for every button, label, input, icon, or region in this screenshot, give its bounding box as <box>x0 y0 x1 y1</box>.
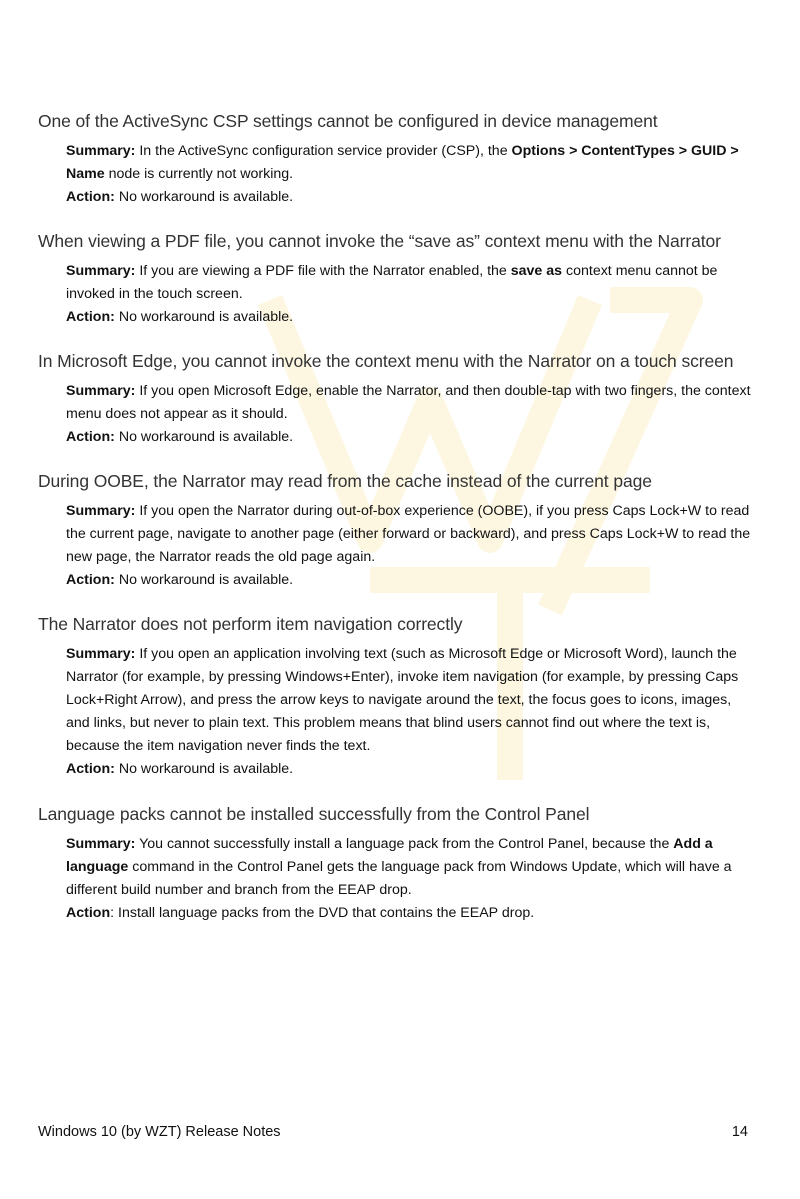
issue-title: When viewing a PDF file, you cannot invoke the “save as” context menu with the Narrator <box>38 231 721 251</box>
issue-title: The Narrator does not perform item navigation correctly <box>38 614 463 634</box>
issue-summary: Summary: In the ActiveSync configuration service provider (CSP), the Options > ContentTypes > GUID > Name node is currently not working. <box>66 143 739 182</box>
issue-narrator-item-navigation <box>38 614 758 781</box>
issue-title: Language packs cannot be installed successfully from the Control Panel <box>38 804 590 824</box>
issue-pdf-save-as <box>38 231 758 329</box>
issue-action: Action: No workaround is available. <box>66 761 294 777</box>
issue-edge-context-menu <box>38 351 758 449</box>
issue-activesync-csp <box>38 111 758 209</box>
issue-action: Action: No workaround is available. <box>66 572 294 588</box>
issue-action: Action: No workaround is available. <box>66 309 294 325</box>
issue-action: Action: No workaround is available. <box>66 189 294 205</box>
issue-summary: Summary: If you are viewing a PDF file with the Narrator enabled, the save as context menu cannot be invoked in the touch screen. <box>66 263 718 302</box>
footer-title: Windows 10 (by WZT) Release Notes <box>38 1124 281 1140</box>
issue-oobe-narrator-cache <box>38 471 758 592</box>
issue-language-packs <box>38 804 758 925</box>
issue-summary: Summary: If you open Microsoft Edge, enable the Narrator, and then double-tap with two fingers, the context menu does not appear as it should. <box>66 383 751 422</box>
page-number: 14 <box>731 1124 748 1140</box>
issue-title: During OOBE, the Narrator may read from the cache instead of the current page <box>38 471 652 491</box>
issue-action: Action: Install language packs from the DVD that contains the EEAP drop. <box>66 905 535 921</box>
issue-summary: Summary: You cannot successfully install a language pack from the Control Panel, because the Add a language command in the Control Panel gets the language pack from Windows Update, which will have a different build number and branch from the EEAP drop. <box>66 836 732 898</box>
issue-title: One of the ActiveSync CSP settings cannot be configured in device management <box>38 111 658 131</box>
issue-title: In Microsoft Edge, you cannot invoke the context menu with the Narrator on a touch screen <box>38 351 734 371</box>
issue-summary: Summary: If you open the Narrator during out-of-box experience (OOBE), if you press Caps Lock+W to read the current page, navigate to another page (either forward or backward), and press Caps Lock+W to read the new page, the Narrator reads the old page again. <box>66 503 751 565</box>
issue-summary: Summary: If you open an application involving text (such as Microsoft Edge or Microsoft Word), launch the Narrator (for example, by pressing Windows+Enter), invoke item navigation (for example, by pressing Caps Lock+Right Arrow), and press the arrow keys to navigate around the text, the focus goes to icons, images, and links, but never to plain text. This problem means that blind users cannot find out where the text is, because the item navigation never finds the text. <box>66 646 739 754</box>
issue-action: Action: No workaround is available. <box>66 429 294 445</box>
